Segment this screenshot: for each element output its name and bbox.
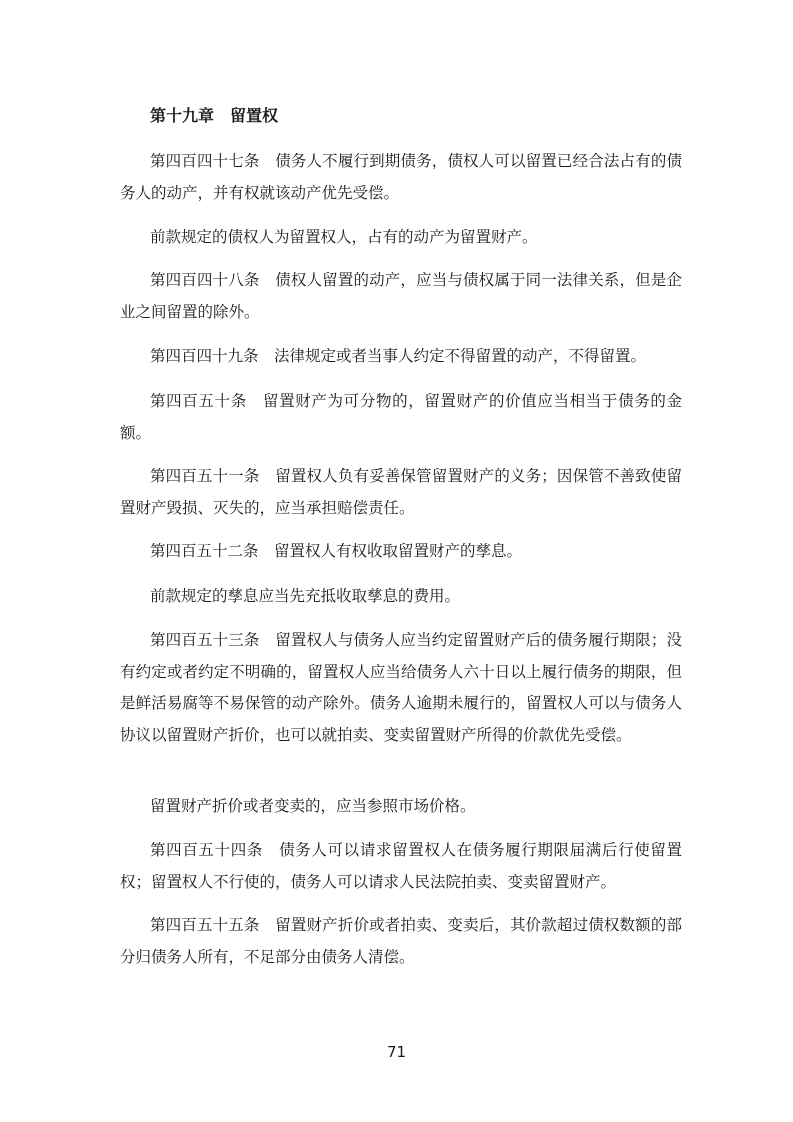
paragraph-article-449: 第四百四十九条 法律规定或者当事人约定不得留置的动产，不得留置。	[150, 347, 647, 365]
paragraph-453-market-price: 留置财产折价或者变卖的，应当参照市场价格。	[150, 797, 476, 815]
paragraph-452-fruits-costs: 前款规定的孳息应当先充抵收取孳息的费用。	[150, 587, 461, 605]
paragraph-article-455: 第四百五十五条 留置财产折价或者拍卖、变卖后，其价款超过债权数额的部分归债务人所有，不足部分由债务人清偿。	[120, 916, 682, 966]
paragraph-447-definition: 前款规定的债权人为留置权人，占有的动产为留置财产。	[150, 228, 538, 246]
paragraph-article-450: 第四百五十条 留置财产为可分物的，留置财产的价值应当相当于债务的金额。	[120, 392, 682, 442]
paragraph-article-454: 第四百五十四条 债务人可以请求留置权人在债务履行期限届满后行使留置权；留置权人不行使的，债务人可以请求人民法院拍卖、变卖留置财产。	[120, 841, 682, 891]
chapter-title: 第十九章 留置权	[150, 106, 279, 125]
paragraph-article-448: 第四百四十八条 债权人留置的动产，应当与债权属于同一法律关系，但是企业之间留置的除外。	[120, 271, 682, 321]
document-page	[120, 0, 682, 1122]
page-number: 71	[386, 1043, 407, 1061]
paragraph-article-447: 第四百四十七条 债务人不履行到期债务，债权人可以留置已经合法占有的债务人的动产，并有权就该动产优先受偿。	[120, 152, 682, 202]
paragraph-article-451: 第四百五十一条 留置权人负有妥善保管留置财产的义务；因保管不善致使留置财产毁损、灭失的，应当承担赔偿责任。	[120, 467, 682, 517]
paragraph-article-453: 第四百五十三条 留置权人与债务人应当约定留置财产后的债务履行期限；没有约定或者约定不明确的，留置权人应当给债务人六十日以上履行债务的期限，但是鲜活易腐等不易保管的动产除外。债务人逾期未履行的，留置权人可以与债务人协议以留置财产折价，也可以就拍卖、变卖留置财产所得的价款优先受偿。	[120, 631, 682, 744]
paragraph-article-452: 第四百五十二条 留置权人有权收取留置财产的孳息。	[150, 542, 523, 560]
